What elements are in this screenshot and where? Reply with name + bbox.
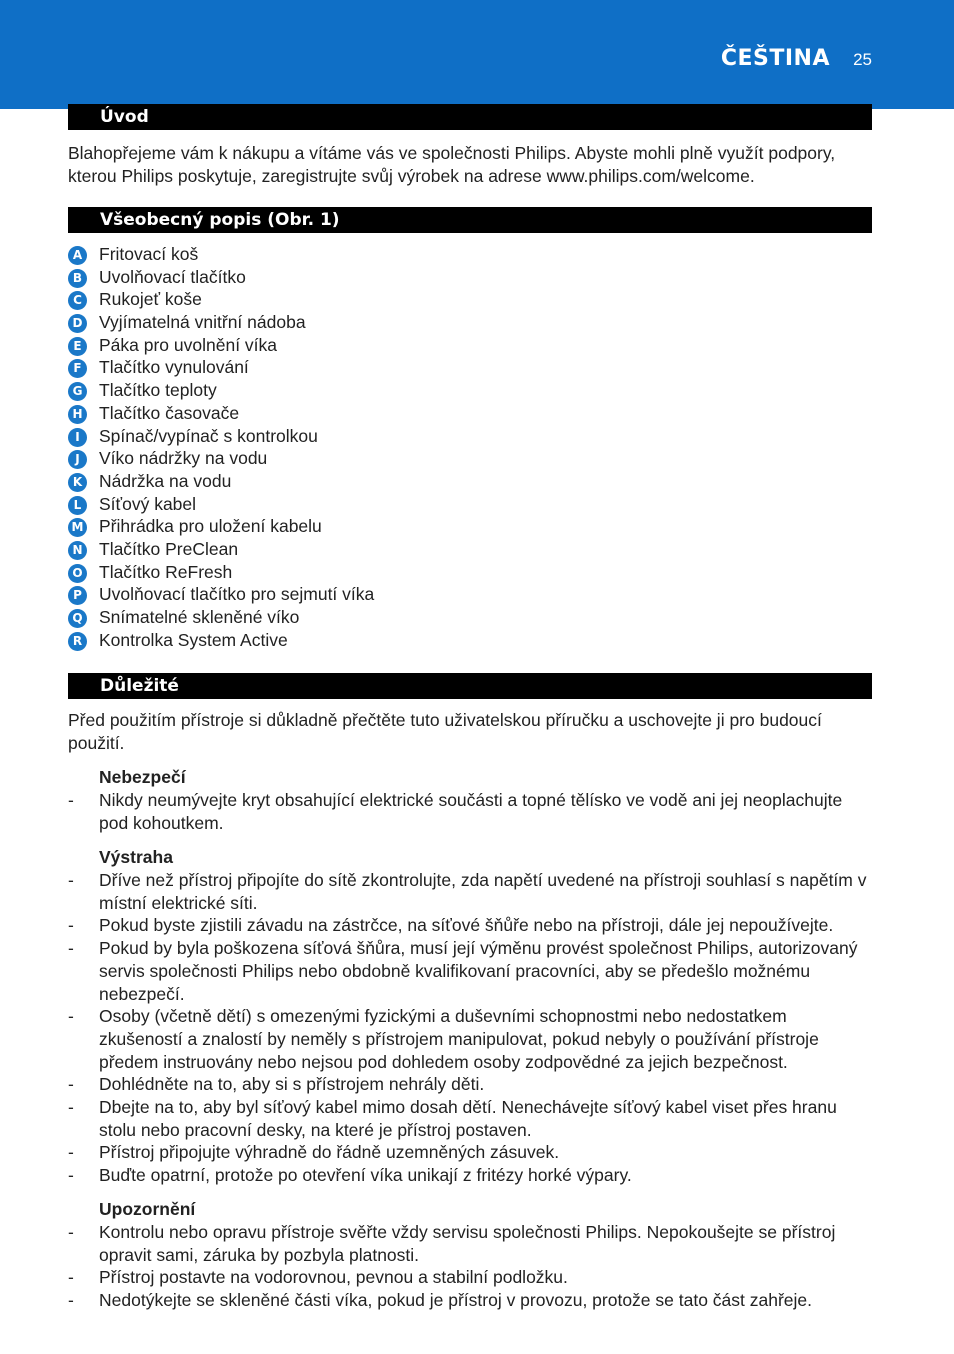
bullet-text: Pokud byste zjistili závadu na zástrčce, na síťové šňůře nebo na přístroji, dále jej nepoužívejte. <box>99 915 834 936</box>
list-item <box>68 334 872 357</box>
list-item <box>68 243 872 266</box>
danger-list <box>68 789 872 834</box>
list-item-label: Uvolňovací tlačítko pro sejmutí víka <box>99 584 375 605</box>
letter-badge: M <box>68 518 87 537</box>
list-item <box>68 402 872 425</box>
parts-list <box>68 243 872 651</box>
language-label: ČEŠTINA <box>720 46 830 71</box>
list-item-label: Spínač/vypínač s kontrolkou <box>99 425 318 446</box>
letter-badge: R <box>68 632 87 651</box>
list-item <box>68 561 872 584</box>
letter-badge: B <box>68 269 87 288</box>
bullet-item <box>68 789 872 834</box>
letter-badge: Q <box>68 609 87 628</box>
section-heading-description: Všeobecný popis (Obr. 1) <box>68 207 872 233</box>
list-item <box>68 470 872 493</box>
bullet-item <box>68 1221 872 1266</box>
bullet-dash: - <box>68 938 74 959</box>
letter-badge: F <box>68 359 87 378</box>
list-item-label: Uvolňovací tlačítko <box>99 266 246 287</box>
list-item-label: Fritovací koš <box>99 244 199 264</box>
list-item <box>68 538 872 561</box>
bullet-item <box>68 914 872 937</box>
bullet-item <box>68 869 872 914</box>
caution-list <box>68 1221 872 1312</box>
caution-heading: Upozornění <box>99 1199 196 1219</box>
bullet-text: Buďte opatrní, protože po otevření víka unikají z fritézy horké výpary. <box>99 1165 632 1186</box>
letter-badge: H <box>68 405 87 424</box>
letter-badge: I <box>68 428 87 447</box>
list-item-label: Snímatelné skleněné víko <box>99 607 300 627</box>
bullet-item <box>68 1073 872 1096</box>
list-item-label: Tlačítko vynulování <box>99 357 249 378</box>
list-item <box>68 311 872 334</box>
list-item <box>68 583 872 606</box>
bullet-dash: - <box>68 1290 74 1311</box>
bullet-text: Dohlédněte na to, aby si s přístrojem nehrály děti. <box>99 1074 485 1095</box>
bullet-dash: - <box>68 915 74 936</box>
bullet-item <box>68 1164 872 1187</box>
list-item <box>68 606 872 629</box>
important-text: Před použitím přístroje si důkladně přečtěte tuto uživatelskou příručku a uschovejte ji pro budoucí použití. <box>68 710 822 753</box>
list-item <box>68 425 872 448</box>
intro-text: Blahopřejeme vám k nákupu a vítáme vás ve společnosti Philips. Abyste mohli plně využít podpory, kterou Philips poskytuje, zaregistrujte svůj výrobek na adrese www.philips.com/welcome. <box>68 143 836 186</box>
list-item <box>68 356 872 379</box>
list-item-label: Tlačítko PreClean <box>99 538 239 559</box>
bullet-item <box>68 1289 872 1312</box>
bullet-text: Nikdy neumývejte kryt obsahující elektrické součásti a topné tělísko ve vodě ani jej neoplachujte pod kohoutkem. <box>99 790 843 833</box>
bullet-dash: - <box>68 1097 74 1118</box>
bullet-dash: - <box>68 1006 74 1027</box>
list-item-label: Nádržka na vodu <box>99 470 232 491</box>
list-item-label: Víko nádržky na vodu <box>99 448 268 469</box>
list-item <box>68 515 872 538</box>
section-heading-important: Důležité <box>68 673 872 699</box>
letter-badge: P <box>68 586 87 605</box>
list-item-label: Kontrolka System Active <box>99 629 288 650</box>
bullet-item <box>68 1141 872 1164</box>
letter-badge: D <box>68 314 87 333</box>
warning-heading: Výstraha <box>99 847 173 867</box>
list-item <box>68 493 872 516</box>
list-item-label: Rukojeť koše <box>99 289 202 310</box>
letter-badge: O <box>68 564 87 583</box>
list-item <box>68 447 872 470</box>
bullet-text: Pokud by byla poškozena síťová šňůra, musí její výměnu provést společnost Philips, autorizovaný servis společnosti Philips nebo obdobně kvalifikovaní pracovníci, aby se předešlo možnému nebezpečí. <box>99 938 858 1004</box>
list-item <box>68 379 872 402</box>
letter-badge: N <box>68 541 87 560</box>
list-item-label: Tlačítko teploty <box>99 380 217 401</box>
bullet-text: Nedotýkejte se skleněné části víka, pokud je přístroj v provozu, protože se tato část zahřeje. <box>99 1290 813 1311</box>
bullet-text: Přístroj připojujte výhradně do řádně uzemněných zásuvek. <box>99 1142 560 1163</box>
bullet-dash: - <box>68 1165 74 1186</box>
bullet-item <box>68 1005 872 1073</box>
list-item-label: Tlačítko časovače <box>99 402 240 423</box>
bullet-text: Osoby (včetně dětí) s omezenými fyzickými a duševními schopnostmi nebo nedostatkem zkušeností a znalostí by neměly s přístrojem manipulovat, pokud nebyly o používání přístroje předem instruovány nebo nejsou pod dohledem osoby zodpovědné za jejich bezpečnost. <box>99 1006 819 1072</box>
bullet-text: Přístroj postavte na vodorovnou, pevnou a stabilní podložku. <box>99 1267 568 1288</box>
bullet-dash: - <box>68 1222 74 1242</box>
letter-badge: K <box>68 473 87 492</box>
letter-badge: C <box>68 291 87 310</box>
bullet-text: Kontrolu nebo opravu přístroje svěřte vždy servisu společnosti Philips. Nepokoušejte se přístroj opravit sami, záruka by pozbyla platnosti. <box>99 1222 836 1265</box>
bullet-item <box>68 1266 872 1289</box>
letter-badge: A <box>68 246 87 265</box>
bullet-dash: - <box>68 790 74 810</box>
letter-badge: J <box>68 450 87 469</box>
list-item-label: Přihrádka pro uložení kabelu <box>99 516 322 537</box>
list-item-label: Síťový kabel <box>99 493 197 514</box>
bullet-item <box>68 937 872 1005</box>
bullet-dash: - <box>68 1074 74 1095</box>
header-bar <box>0 0 954 109</box>
page-number: 25 <box>853 50 872 69</box>
section-heading-intro: Úvod <box>68 104 872 130</box>
bullet-dash: - <box>68 1267 74 1288</box>
danger-heading: Nebezpečí <box>99 767 186 787</box>
bullet-text: Dříve než přístroj připojíte do sítě zkontrolujte, zda napětí uvedené na přístroji souhlasí s napětím v místní elektrické síti. <box>99 870 867 913</box>
warning-list <box>68 869 872 1187</box>
bullet-item <box>68 1096 872 1141</box>
list-item-label: Tlačítko ReFresh <box>99 561 233 582</box>
letter-badge: E <box>68 337 87 356</box>
list-item-label: Páka pro uvolnění víka <box>99 334 278 355</box>
list-item <box>68 629 872 652</box>
bullet-dash: - <box>68 1142 74 1163</box>
letter-badge: G <box>68 382 87 401</box>
letter-badge: L <box>68 496 87 515</box>
list-item <box>68 288 872 311</box>
list-item-label: Vyjímatelná vnitřní nádoba <box>99 312 306 333</box>
bullet-dash: - <box>68 870 74 890</box>
list-item <box>68 266 872 289</box>
bullet-text: Dbejte na to, aby byl síťový kabel mimo dosah dětí. Nenechávejte síťový kabel viset přes hranu stolu nebo pracovní desky, na které je přístroj postaven. <box>99 1097 837 1140</box>
